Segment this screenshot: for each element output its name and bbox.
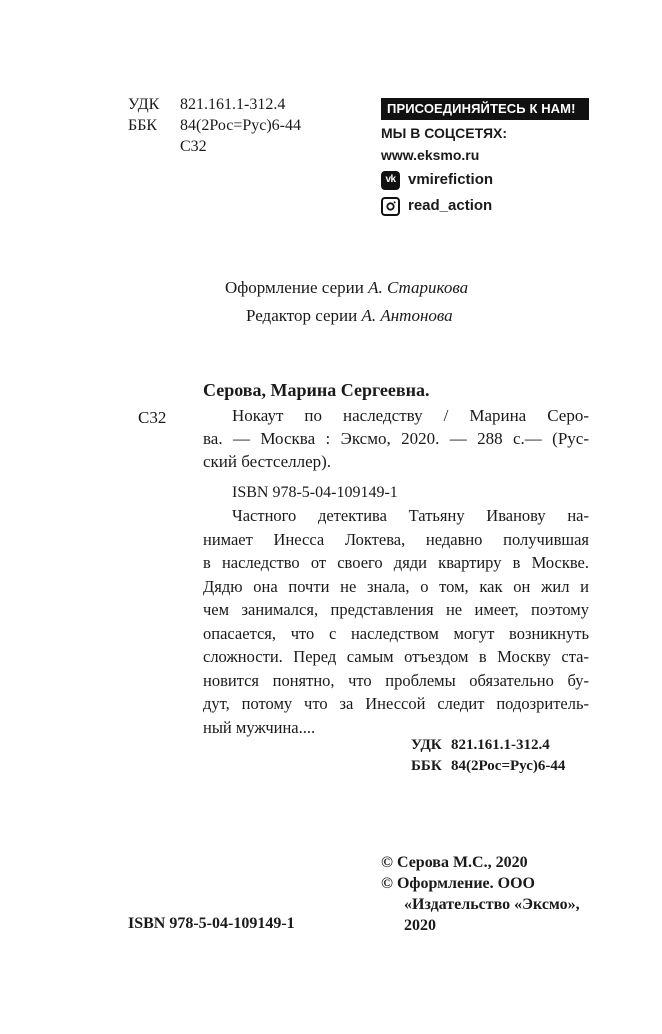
annotation-line: Частного детектива Татьяну Иванову на- (232, 506, 589, 525)
copyright-block (381, 852, 580, 936)
instagram-link[interactable] (381, 196, 591, 216)
udk-value-bottom: 821.161.1-312.4 (451, 737, 550, 753)
udk-label-bottom: УДК (411, 737, 442, 753)
editor-label: Редактор серии (246, 306, 358, 325)
instagram-handle: read_action (408, 197, 493, 214)
bbk-label: ББК (128, 117, 158, 134)
copyright-line: © Серова М.С., 2020 (381, 854, 528, 871)
editor-name: А. Антонова (361, 306, 453, 325)
udk-value: 821.161.1-312.4 (180, 96, 286, 113)
social-block (381, 98, 591, 216)
website-link[interactable]: www.eksmo.ru (381, 147, 480, 163)
vk-handle: vmirefiction (408, 171, 494, 188)
annotation-line: новится понятно, что проблемы обязательно бу- (203, 670, 589, 690)
design-label: Оформление серии (225, 278, 364, 297)
author-code-top: С32 (180, 138, 207, 155)
classification-top (128, 94, 301, 157)
annotation-line: в наследство от своего дяди квартиру в Москве. (203, 553, 589, 572)
annotation-line: сложности. Перед самым отъездом в Москву ста- (203, 647, 589, 666)
bbk-label-bottom: ББК (411, 758, 442, 774)
entry-line: Нокаут по наследству / Марина Серо- (232, 406, 589, 425)
design-name: А. Старикова (368, 278, 469, 297)
annotation-line: опасается, что с наследством могут возникнуть (203, 623, 589, 643)
entry-isbn: ISBN 978-5-04-109149-1 (232, 484, 398, 501)
join-banner: ПРИСОЕДИНЯЙТЕСЬ К НАМ! (381, 98, 589, 120)
annotation-line: ный мужчина.... (203, 717, 316, 737)
bbk-row-bottom (411, 756, 565, 777)
entry-line: ва. — Москва : Эксмо, 2020. — 288 с.— (Рус- (203, 429, 589, 448)
instagram-icon (381, 197, 400, 216)
bbk-row (128, 115, 301, 136)
copyright-line: 2020 (404, 917, 436, 934)
classification-bottom (411, 735, 565, 777)
editor-credit (246, 302, 662, 330)
isbn-bottom: ISBN 978-5-04-109149-1 (128, 915, 295, 932)
vk-link[interactable] (381, 170, 591, 190)
entry-title (203, 404, 589, 473)
vk-icon: vk (381, 171, 400, 190)
annotation-line: дут, потому что за Инессой следит подозритель- (203, 694, 589, 713)
social-subtitle: МЫ В СОЦСЕТЯХ: (381, 125, 508, 141)
annotation-line: нимает Инесса Локтева, недавно получившая (203, 529, 589, 549)
bbk-value: 84(2Рос=Рус)6-44 (180, 117, 302, 134)
udk-row (128, 94, 301, 115)
copyright-line: «Издательство «Эксмо», (404, 896, 580, 913)
entry-author: Серова, Марина Сергеевна. (203, 380, 430, 400)
annotation-line: Дядю она почти не знала, о том, как он жил и (203, 576, 589, 596)
udk-label: УДК (128, 96, 160, 113)
series-credits (0, 274, 662, 330)
udk-row-bottom (411, 735, 565, 756)
annotation (203, 504, 589, 739)
annotation-line: чем занимался, представления не имеет, поэтому (203, 600, 589, 619)
bbk-value-bottom: 84(2Рос=Рус)6-44 (451, 758, 566, 774)
entry-code: С32 (138, 408, 167, 427)
entry-line: ский бестселлер). (203, 452, 332, 471)
design-credit (225, 274, 662, 302)
copyright-line: © Оформление. ООО (381, 875, 535, 892)
